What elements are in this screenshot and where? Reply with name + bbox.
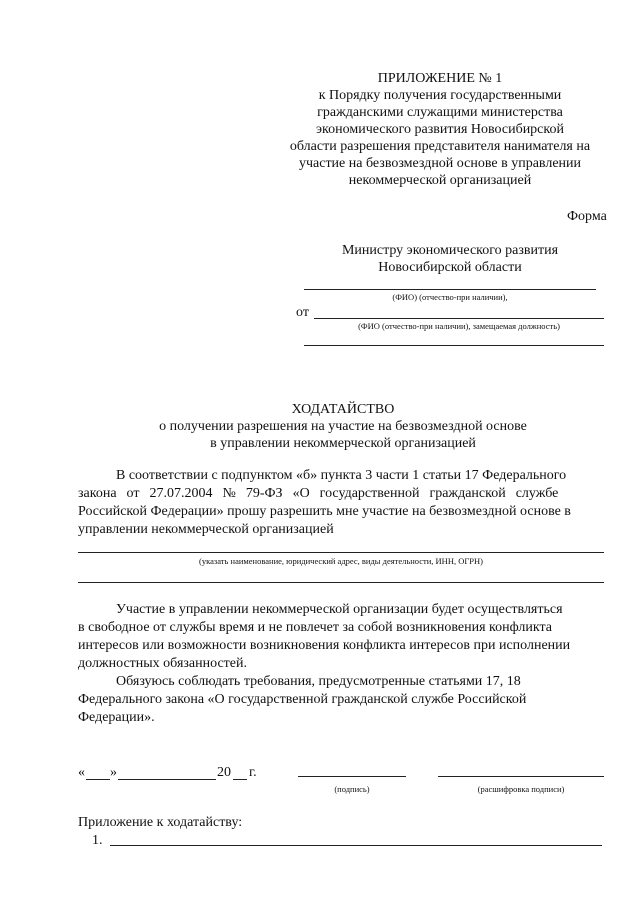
signature-decode-line[interactable] bbox=[438, 776, 604, 777]
extra-line[interactable] bbox=[304, 345, 604, 346]
appendix-title: ПРИЛОЖЕНИЕ № 1 bbox=[377, 71, 503, 86]
appendix-line: к Порядку получения государственными bbox=[318, 88, 562, 103]
appendix-line: гражданскими служащими министерства bbox=[317, 105, 563, 120]
para-line: должностных обязанностей. bbox=[78, 656, 247, 671]
attachment-label: Приложение к ходатайству: bbox=[78, 815, 243, 830]
heading-block bbox=[60, 401, 626, 452]
addressee-line: Новосибирской области bbox=[378, 260, 522, 275]
form-label: Форма bbox=[567, 209, 607, 224]
date-close-quote: » bbox=[110, 765, 117, 780]
addressee-line: Министру экономического развития bbox=[341, 243, 559, 258]
appendix-line: экономического развития Новосибирской bbox=[316, 122, 564, 137]
para-line: Федерации». bbox=[78, 710, 155, 725]
attachment-item-number: 1. bbox=[92, 833, 103, 848]
month-line[interactable] bbox=[118, 779, 216, 780]
from-line[interactable] bbox=[314, 318, 604, 319]
document-subtitle: в управлении некоммерческой организацией bbox=[210, 436, 476, 451]
para-line-justified bbox=[78, 485, 610, 502]
para-line: Российской Федерации» прошу разрешить мне участие на безвозмездной основе в bbox=[78, 504, 571, 519]
document-subtitle: о получении разрешения на участие на безвозмездной основе bbox=[159, 419, 527, 434]
fio-line[interactable] bbox=[304, 289, 596, 290]
from-label: от bbox=[296, 305, 309, 320]
para-line: Обязуюсь соблюдать требования, предусмотренные статьями 17, 18 bbox=[116, 674, 521, 689]
para-line: интересов или возможности возникновения конфликта интересов при исполнении bbox=[78, 638, 571, 653]
para-line: В соответствии с подпунктом «б» пункта 3 части 1 статьи 17 Федерального bbox=[116, 468, 567, 483]
signature-decode-hint: (расшифровка подписи) bbox=[477, 784, 565, 794]
signature-line[interactable] bbox=[298, 776, 406, 777]
para-line: Федерального закона «О государственной гражданской службе Российской bbox=[78, 692, 527, 707]
appendix-line: некоммерческой организацией bbox=[348, 173, 532, 188]
date-open-quote: « bbox=[78, 765, 85, 780]
position-hint: (ФИО (отчество-при наличии), замещаемая должность) bbox=[358, 321, 560, 331]
day-line[interactable] bbox=[86, 779, 110, 780]
year-prefix: 20 bbox=[217, 765, 231, 780]
document-title: ХОДАТАЙСТВО bbox=[291, 402, 395, 417]
year-suffix: г. bbox=[249, 765, 257, 780]
para-line: Участие в управлении некоммерческой организации будет осуществляться bbox=[116, 602, 563, 617]
attachment-line[interactable] bbox=[110, 845, 602, 846]
fio-hint: (ФИО) (отчество-при наличии), bbox=[392, 292, 508, 302]
para-line: закона от 27.07.2004 № 79-ФЗ «О государственной гражданской службе bbox=[78, 486, 559, 501]
para-line: управлении некоммерческой организацией bbox=[78, 522, 334, 537]
addressee-block bbox=[290, 242, 610, 276]
appendix-line: области разрешения представителя нанимателя на bbox=[289, 139, 591, 154]
org-line-2[interactable] bbox=[78, 582, 604, 583]
year-line[interactable] bbox=[233, 779, 247, 780]
org-hint: (указать наименование, юридический адрес, виды деятельности, ИНН, ОГРН) bbox=[199, 556, 483, 566]
org-line[interactable] bbox=[78, 552, 604, 553]
signature-hint: (подпись) bbox=[334, 784, 370, 794]
para-line: в свободное от службы время и не повлечет за собой возникновения конфликта bbox=[78, 620, 552, 635]
appendix-line: участие на безвозмездной основе в управлении bbox=[298, 156, 582, 171]
appendix-block bbox=[270, 70, 610, 189]
